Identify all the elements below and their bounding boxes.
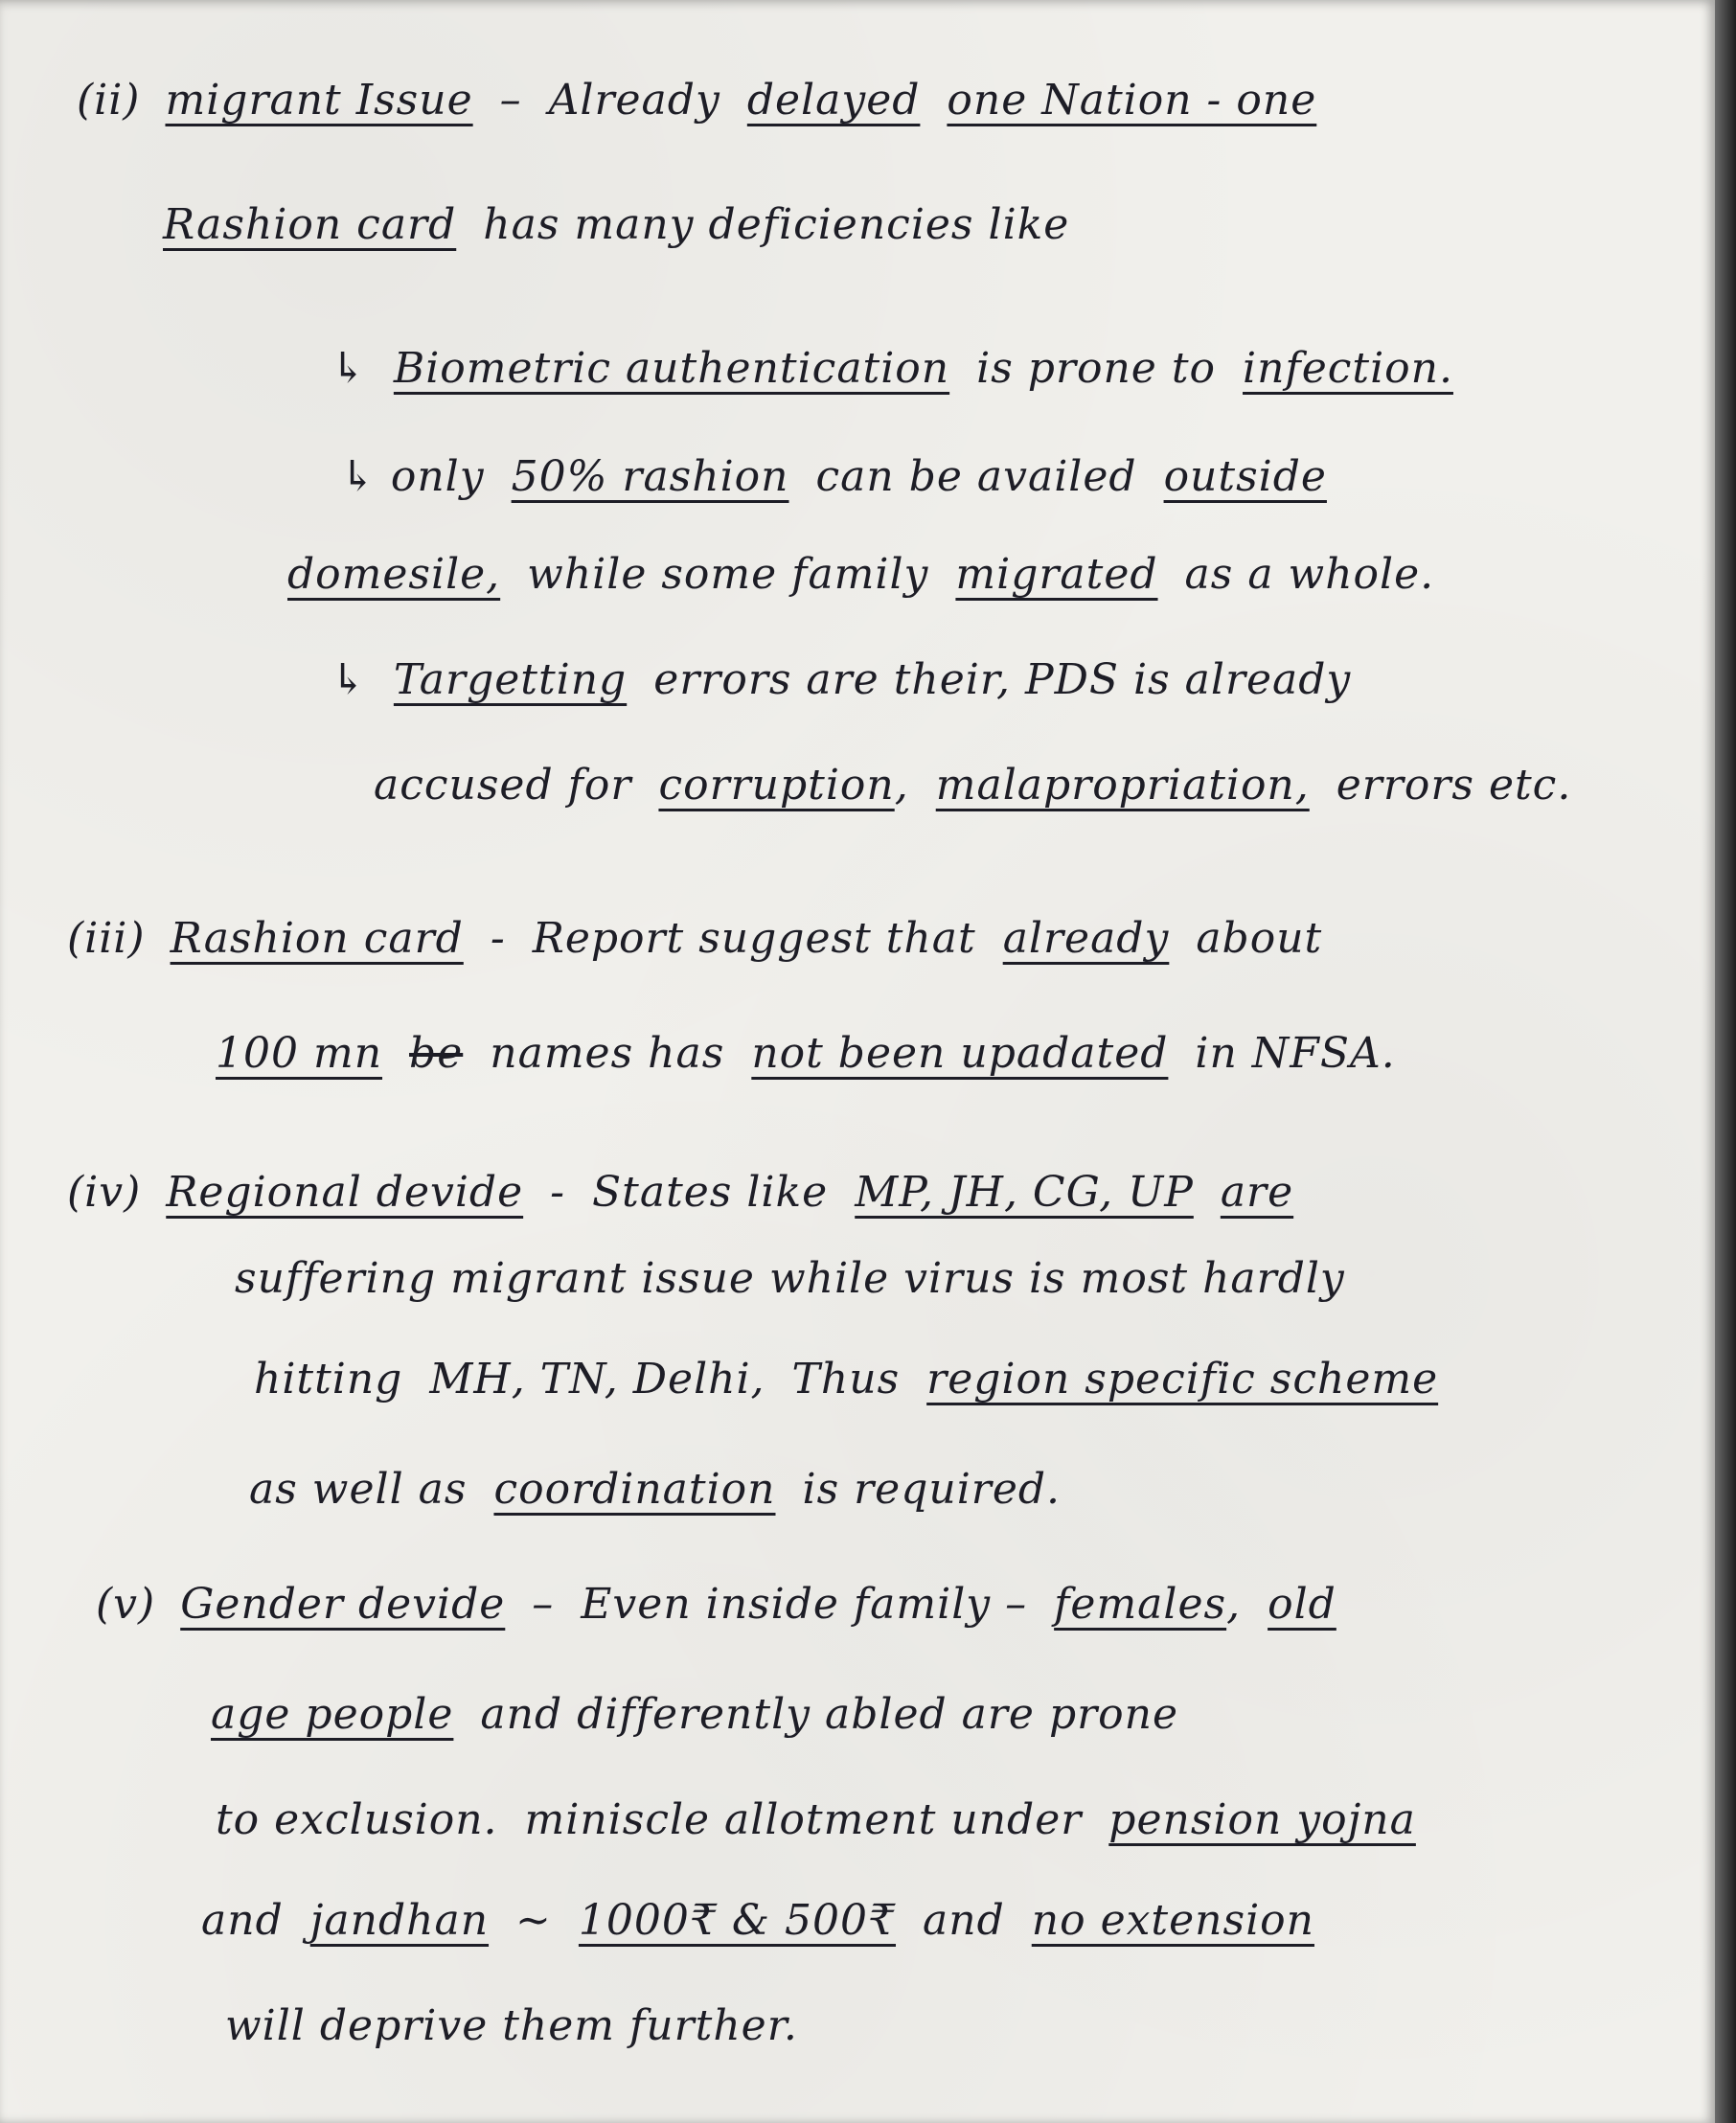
underlined-text: region specific scheme (926, 1355, 1439, 1404)
section-number: (ii) (77, 76, 141, 125)
note-text: can be availed (815, 452, 1137, 501)
underlined-text: already (1002, 914, 1170, 963)
section-iv-line-4 (249, 1461, 1061, 1518)
section-v-line-4 (201, 1892, 1314, 1950)
note-text: suffering migrant issue while virus is most hardly (235, 1254, 1345, 1303)
section-ii-line-1 (77, 72, 1316, 129)
underlined-text: not been upadated (751, 1029, 1169, 1078)
section-iv-line-2 (235, 1250, 1345, 1308)
note-text: is required. (802, 1465, 1062, 1514)
underlined-text: malapropriation, (935, 761, 1310, 810)
note-text: ~ (515, 1896, 552, 1945)
note-text: , (894, 761, 909, 810)
dash: – (499, 76, 522, 125)
note-text: MH, TN, Delhi, (429, 1355, 765, 1404)
note-text: while some family (527, 550, 929, 599)
note-text: and differently abled are prone (480, 1690, 1179, 1739)
section-ii-bullet-3-cont (374, 757, 1571, 814)
underlined-text: no extension (1031, 1896, 1314, 1945)
underlined-text: 50% rashion (511, 452, 789, 501)
note-text: Already (548, 76, 720, 125)
underlined-text: 100 mn (216, 1029, 383, 1078)
note-text: is prone to (976, 344, 1217, 393)
note-text: Even inside family – (581, 1580, 1028, 1629)
underlined-text: coordination (493, 1465, 776, 1514)
underlined-text: infection. (1243, 344, 1453, 393)
underlined-text: delayed (746, 76, 921, 125)
underlined-text: females (1054, 1580, 1227, 1629)
section-iii-line-1 (67, 910, 1322, 968)
section-heading: Regional devide (166, 1168, 524, 1217)
note-text: miniscle allotment under (524, 1795, 1083, 1844)
underlined-text: corruption (658, 761, 895, 810)
underlined-text: one Nation - one (947, 76, 1317, 125)
underlined-text: domesile, (287, 550, 501, 599)
note-text: accused for (374, 761, 632, 810)
dash: - (490, 914, 506, 963)
dash: – (532, 1580, 555, 1629)
note-text: and (923, 1896, 1005, 1945)
note-text: to exclusion. (216, 1795, 498, 1844)
note-text: as a whole. (1184, 550, 1435, 599)
section-ii-bullet-1 (331, 340, 1453, 398)
dash: - (550, 1168, 566, 1217)
section-ii-bullet-2-cont (287, 546, 1434, 604)
underlined-text: pension yojna (1108, 1795, 1416, 1844)
note-text: names has (490, 1029, 725, 1078)
underlined-text: are (1220, 1168, 1294, 1217)
note-text: , (1226, 1580, 1242, 1629)
section-heading: Rashion card (170, 914, 464, 963)
note-text: about (1196, 914, 1323, 963)
struck-text: be (409, 1029, 464, 1078)
section-number: (v) (96, 1580, 156, 1629)
section-heading: migrant Issue (165, 76, 473, 125)
arrow-icon: ↳ (331, 655, 367, 704)
section-v-line-2 (211, 1686, 1178, 1744)
underlined-text: Biometric authentication (393, 344, 950, 393)
note-text: States like (592, 1168, 829, 1217)
note-text: errors are their, PDS is already (653, 655, 1352, 704)
underlined-text: old (1268, 1580, 1336, 1629)
underlined-text: Rashion card (163, 200, 457, 249)
note-text: hitting (254, 1355, 403, 1404)
underlined-text: migrated (955, 550, 1158, 599)
section-iv-line-3 (254, 1351, 1438, 1408)
section-heading: Gender devide (180, 1580, 506, 1629)
note-text: as well as (249, 1465, 468, 1514)
underlined-text: outside (1163, 452, 1327, 501)
page-edge-shadow (1715, 0, 1736, 2123)
section-ii-bullet-3 (331, 651, 1351, 709)
note-text: in NFSA. (1195, 1029, 1396, 1078)
note-text: and (201, 1896, 284, 1945)
note-text: Thus (791, 1355, 901, 1404)
section-number: (iv) (67, 1168, 142, 1217)
note-text: errors etc. (1336, 761, 1572, 810)
underlined-text: age people (211, 1690, 454, 1739)
underlined-text: Targetting (393, 655, 628, 704)
section-number: (iii) (67, 914, 146, 963)
arrow-icon: ↳ only (340, 452, 485, 501)
section-iv-line-1 (67, 1164, 1293, 1221)
section-v-line-1 (96, 1576, 1336, 1633)
note-text: Report suggest that (532, 914, 976, 963)
note-text: has many deficiencies like (483, 200, 1070, 249)
section-v-line-3 (216, 1792, 1416, 1849)
section-ii-bullet-2 (340, 448, 1327, 506)
underlined-text: MP, JH, CG, UP (855, 1168, 1194, 1217)
section-v-line-5 (225, 1997, 798, 2055)
section-iii-line-2 (216, 1025, 1396, 1083)
arrow-icon: ↳ (331, 344, 367, 393)
underlined-text: 1000₹ & 500₹ (578, 1896, 897, 1945)
note-text: will deprive them further. (225, 2001, 798, 2050)
underlined-text: jandhan (309, 1896, 490, 1945)
section-ii-line-2 (163, 196, 1069, 254)
